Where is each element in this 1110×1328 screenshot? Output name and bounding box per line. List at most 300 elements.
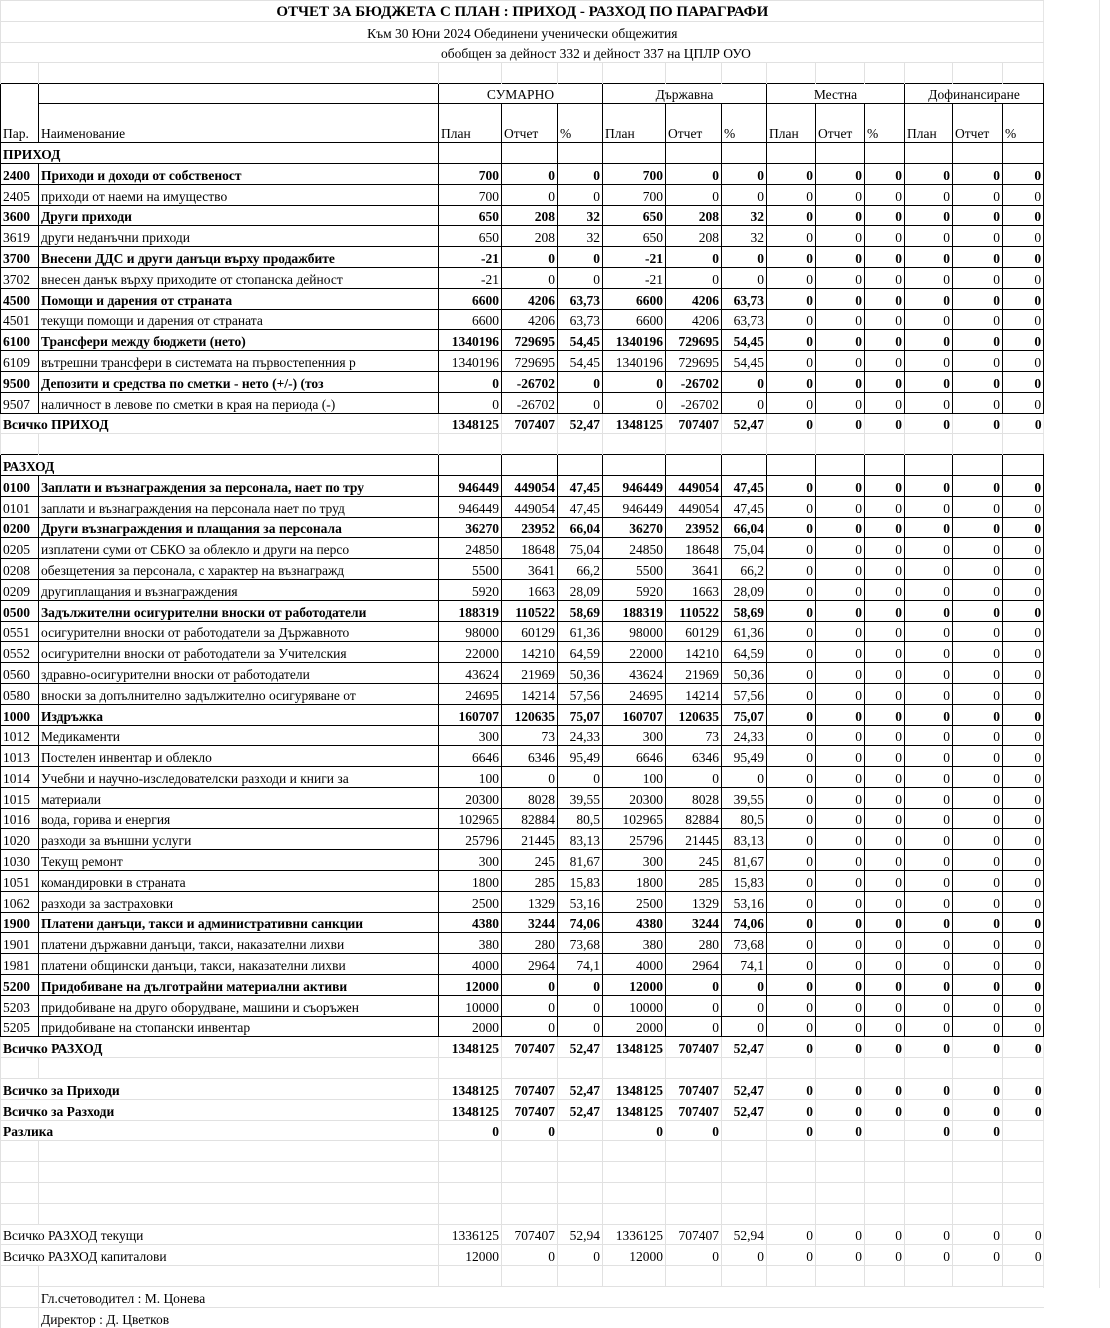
value-cell: 0 <box>1003 496 1044 517</box>
table-row <box>1 933 1044 954</box>
section-income-row <box>1 143 1044 164</box>
value-cell: 74,1 <box>558 954 603 975</box>
value-cell: -21 <box>439 267 502 288</box>
value-cell: 0 <box>905 871 953 892</box>
table-row <box>1 351 1044 372</box>
value-cell: 0 <box>816 517 865 538</box>
value-cell: 729695 <box>666 351 722 372</box>
cell <box>1003 143 1044 164</box>
value-cell: 0 <box>865 954 905 975</box>
cell <box>603 63 666 84</box>
total-value: 1348125 <box>439 1099 502 1120</box>
table-row <box>1 975 1044 996</box>
paragraph-code: 2400 <box>1 163 39 184</box>
cell <box>1003 1183 1044 1204</box>
table-row <box>1 247 1044 268</box>
cell <box>603 455 666 476</box>
value-cell: 0 <box>767 829 816 850</box>
cell <box>953 434 1003 455</box>
value-cell: 20300 <box>439 787 502 808</box>
value-cell: 0 <box>953 163 1003 184</box>
value-cell: 0 <box>1003 891 1044 912</box>
value-cell: 0 <box>865 371 905 392</box>
value-cell: 80,5 <box>558 808 603 829</box>
value-cell: 0 <box>865 767 905 788</box>
cell <box>767 1183 816 1204</box>
cell <box>558 1162 603 1183</box>
value-cell: 0 <box>905 704 953 725</box>
table-row <box>1 392 1044 413</box>
value-cell: 0 <box>767 579 816 600</box>
cell <box>502 143 558 164</box>
total-value: 0 <box>953 1245 1003 1266</box>
value-cell: 50,36 <box>722 663 767 684</box>
value-cell: 285 <box>502 871 558 892</box>
cell <box>666 1203 722 1224</box>
value-cell: 0 <box>953 205 1003 226</box>
table-row <box>1 475 1044 496</box>
value-cell: 0 <box>1003 247 1044 268</box>
value-cell: 0 <box>722 767 767 788</box>
cell <box>816 1203 865 1224</box>
value-cell: 0 <box>865 330 905 351</box>
column-header: Отчет <box>502 104 558 143</box>
section-income: ПРИХОД <box>1 143 439 164</box>
total-value: 0 <box>953 1120 1003 1141</box>
value-cell: 74,06 <box>722 912 767 933</box>
cell <box>558 1141 603 1162</box>
value-cell: 0 <box>767 891 816 912</box>
total-value: 0 <box>666 1120 722 1141</box>
value-cell: 21445 <box>502 829 558 850</box>
value-cell: 0 <box>953 829 1003 850</box>
value-cell: 0 <box>905 995 953 1016</box>
cell <box>953 455 1003 476</box>
paragraph-code: 4500 <box>1 288 39 309</box>
report-subtitle-2-row <box>1 42 1044 63</box>
cell <box>767 1203 816 1224</box>
value-cell: 0 <box>865 746 905 767</box>
value-cell: 0 <box>953 850 1003 871</box>
total-value: 0 <box>558 1245 603 1266</box>
value-cell: 0 <box>1003 954 1044 975</box>
cell <box>816 1162 865 1183</box>
value-cell: 60129 <box>666 621 722 642</box>
cell <box>439 455 502 476</box>
cell <box>666 1141 722 1162</box>
value-cell: 21969 <box>502 663 558 684</box>
total-value: 1336125 <box>603 1224 666 1245</box>
value-cell: 0 <box>502 267 558 288</box>
total-value: 0 <box>865 1079 905 1100</box>
column-header: % <box>722 104 767 143</box>
cell <box>905 1203 953 1224</box>
value-cell: 0 <box>767 600 816 621</box>
table-row <box>1 496 1044 517</box>
value-cell: 0 <box>1003 663 1044 684</box>
table-row <box>1 163 1044 184</box>
value-cell: 0 <box>865 725 905 746</box>
value-cell: 0 <box>816 642 865 663</box>
value-cell: 0 <box>953 351 1003 372</box>
value-cell: 1329 <box>502 891 558 912</box>
cell <box>722 1183 767 1204</box>
value-cell: 0 <box>905 267 953 288</box>
total-value: 0 <box>1003 1099 1044 1120</box>
item-name: Приходи и доходи от собственост <box>39 163 439 184</box>
value-cell: 0 <box>865 579 905 600</box>
value-cell: 32 <box>722 205 767 226</box>
value-cell: 4380 <box>439 912 502 933</box>
total-value: 0 <box>767 1120 816 1141</box>
value-cell: 28,09 <box>722 579 767 600</box>
value-cell: 0 <box>953 975 1003 996</box>
value-cell: 14214 <box>666 683 722 704</box>
total-value: 707407 <box>666 413 722 434</box>
value-cell: 0 <box>865 205 905 226</box>
value-cell: 0 <box>1003 309 1044 330</box>
value-cell: 0 <box>953 642 1003 663</box>
value-cell: 0 <box>905 850 953 871</box>
value-cell: 700 <box>603 163 666 184</box>
value-cell: 0 <box>865 829 905 850</box>
total-value: 52,47 <box>558 413 603 434</box>
value-cell: 0 <box>767 517 816 538</box>
value-cell: 0 <box>767 975 816 996</box>
total-label: Всичко РАЗХОД <box>1 1037 439 1058</box>
table-row <box>1 309 1044 330</box>
value-cell: 0 <box>1003 871 1044 892</box>
value-cell: 0 <box>767 704 816 725</box>
value-cell: 6600 <box>439 288 502 309</box>
cell <box>1 1266 39 1287</box>
item-name: Други приходи <box>39 205 439 226</box>
value-cell: 0 <box>767 683 816 704</box>
cell <box>722 63 767 84</box>
cell <box>722 455 767 476</box>
value-cell: 0 <box>666 1016 722 1037</box>
value-cell: 0 <box>1003 975 1044 996</box>
value-cell: 24,33 <box>722 725 767 746</box>
value-cell: 0 <box>722 184 767 205</box>
value-cell: 0 <box>816 330 865 351</box>
value-cell: 6346 <box>666 746 722 767</box>
value-cell: 0 <box>953 954 1003 975</box>
item-name: вноски за допълнително задължително осигуряване от <box>39 683 439 704</box>
cell <box>439 63 502 84</box>
cell <box>666 1266 722 1287</box>
column-header: Наименование <box>39 104 439 143</box>
item-name: командировки в страната <box>39 871 439 892</box>
cell <box>502 1183 558 1204</box>
value-cell: 188319 <box>439 600 502 621</box>
cell <box>1003 1203 1044 1224</box>
total-value: 0 <box>502 1245 558 1266</box>
value-cell: 100 <box>439 767 502 788</box>
item-name: Други възнаграждения и плащания за персонала <box>39 517 439 538</box>
value-cell: 0 <box>865 226 905 247</box>
value-cell: 0 <box>865 538 905 559</box>
cell <box>502 1203 558 1224</box>
value-cell: 1663 <box>502 579 558 600</box>
item-name: вътрешни трансфери в системата на първостепенния р <box>39 351 439 372</box>
total-value: 0 <box>816 1037 865 1058</box>
value-cell: 1800 <box>603 871 666 892</box>
value-cell: -26702 <box>666 371 722 392</box>
total-value: 707407 <box>666 1079 722 1100</box>
value-cell: 0 <box>865 663 905 684</box>
total-value: 707407 <box>666 1224 722 1245</box>
value-cell: 245 <box>666 850 722 871</box>
value-cell: 0 <box>816 891 865 912</box>
paragraph-code: 1901 <box>1 933 39 954</box>
cell <box>767 143 816 164</box>
table-row <box>1 746 1044 767</box>
total-value: 0 <box>953 413 1003 434</box>
value-cell: 61,36 <box>722 621 767 642</box>
value-cell: 0 <box>905 496 953 517</box>
value-cell: 2500 <box>439 891 502 912</box>
value-cell: 0 <box>816 787 865 808</box>
value-cell: 0 <box>953 621 1003 642</box>
item-name: наличност в левове по сметки в края на периода (-) <box>39 392 439 413</box>
total-label: Всичко РАЗХОД текущи <box>1 1224 439 1245</box>
value-cell: 0 <box>905 517 953 538</box>
total-value: 52,47 <box>722 1037 767 1058</box>
total-value <box>865 1120 905 1141</box>
value-cell: 66,2 <box>558 559 603 580</box>
item-name: осигурителни вноски от работодатели за Държавното <box>39 621 439 642</box>
value-cell: 0 <box>816 746 865 767</box>
value-cell: 0 <box>865 184 905 205</box>
value-cell: 0 <box>767 933 816 954</box>
value-cell: 0 <box>1003 351 1044 372</box>
table-row <box>1 912 1044 933</box>
total-row <box>1 1079 1044 1100</box>
value-cell: 47,45 <box>722 496 767 517</box>
value-cell: 0 <box>905 683 953 704</box>
value-cell: 0 <box>953 663 1003 684</box>
value-cell: 0 <box>1003 288 1044 309</box>
cell <box>722 434 767 455</box>
signature: Гл.счетоводител : М. Цонева <box>39 1287 1044 1308</box>
paragraph-code: 0209 <box>1 579 39 600</box>
value-cell: 0 <box>953 787 1003 808</box>
value-cell: 0 <box>953 1016 1003 1037</box>
section-expense-row <box>1 455 1044 476</box>
cell <box>502 455 558 476</box>
value-cell: 0 <box>905 330 953 351</box>
value-cell: 0 <box>502 184 558 205</box>
value-cell: 0 <box>502 163 558 184</box>
value-cell: 12000 <box>439 975 502 996</box>
value-cell: 0 <box>816 704 865 725</box>
paragraph-code: 5200 <box>1 975 39 996</box>
value-cell: 0 <box>1003 995 1044 1016</box>
item-name: Задължителни осигурителни вноски от работодатели <box>39 600 439 621</box>
paragraph-code: 3700 <box>1 247 39 268</box>
value-cell: 449054 <box>502 496 558 517</box>
value-cell: 0 <box>767 330 816 351</box>
value-cell: 0 <box>767 787 816 808</box>
value-cell: 0 <box>1003 725 1044 746</box>
value-cell: 0 <box>816 205 865 226</box>
cell <box>905 1162 953 1183</box>
total-label: Всичко за Приходи <box>1 1079 439 1100</box>
value-cell: 0 <box>905 933 953 954</box>
item-name: другиплащания и възнаграждения <box>39 579 439 600</box>
cell <box>558 455 603 476</box>
item-name: Депозити и средства по сметки - нето (+/-) (тоз <box>39 371 439 392</box>
cell <box>439 1183 502 1204</box>
total-value: 0 <box>905 413 953 434</box>
value-cell: 0 <box>953 392 1003 413</box>
value-cell: 0 <box>865 247 905 268</box>
value-cell: 0 <box>1003 559 1044 580</box>
value-cell: 12000 <box>603 975 666 996</box>
empty-row <box>1 63 1044 84</box>
value-cell: 0 <box>666 267 722 288</box>
cell <box>558 143 603 164</box>
value-cell: 6646 <box>603 746 666 767</box>
cell <box>666 143 722 164</box>
value-cell: 32 <box>558 205 603 226</box>
table-row <box>1 787 1044 808</box>
cell <box>905 434 953 455</box>
value-cell: 0 <box>666 184 722 205</box>
value-cell: 0 <box>905 912 953 933</box>
item-name: Текущ ремонт <box>39 850 439 871</box>
value-cell: 36270 <box>439 517 502 538</box>
cell <box>39 84 439 104</box>
paragraph-code: 4501 <box>1 309 39 330</box>
paragraph-code: 9500 <box>1 371 39 392</box>
cell <box>953 1141 1003 1162</box>
table-row <box>1 663 1044 684</box>
value-cell: 0 <box>1003 579 1044 600</box>
total-label: Всичко ПРИХОД <box>1 413 439 434</box>
value-cell: 83,13 <box>558 829 603 850</box>
value-cell: 700 <box>603 184 666 205</box>
cell <box>558 63 603 84</box>
cell <box>603 1058 666 1079</box>
value-cell: 25796 <box>603 829 666 850</box>
value-cell: 0 <box>767 371 816 392</box>
item-name: Учебни и научно-изследователски разходи и книги за <box>39 767 439 788</box>
cell <box>767 455 816 476</box>
paragraph-code: 0552 <box>1 642 39 663</box>
value-cell: 0 <box>767 288 816 309</box>
value-cell: 66,04 <box>558 517 603 538</box>
value-cell: 8028 <box>666 787 722 808</box>
value-cell: 0 <box>767 247 816 268</box>
value-cell: 300 <box>603 725 666 746</box>
cell <box>666 63 722 84</box>
value-cell: 0 <box>816 496 865 517</box>
cell <box>39 1203 439 1224</box>
total-value: 0 <box>905 1224 953 1245</box>
cell <box>865 1162 905 1183</box>
value-cell: 0 <box>816 829 865 850</box>
value-cell: 6600 <box>603 309 666 330</box>
cell <box>865 1203 905 1224</box>
item-name: Издръжка <box>39 704 439 725</box>
value-cell: 0 <box>953 725 1003 746</box>
value-cell: 4206 <box>502 309 558 330</box>
value-cell: 0 <box>816 247 865 268</box>
value-cell: 0 <box>865 309 905 330</box>
cell <box>953 1266 1003 1287</box>
value-cell: 650 <box>439 226 502 247</box>
value-cell: 0 <box>1003 517 1044 538</box>
paragraph-code: 1062 <box>1 891 39 912</box>
value-cell: 0 <box>1003 267 1044 288</box>
value-cell: 0 <box>558 995 603 1016</box>
value-cell: 0 <box>502 975 558 996</box>
cell <box>1003 1058 1044 1079</box>
value-cell: 98000 <box>439 621 502 642</box>
cell <box>666 434 722 455</box>
cell <box>39 1162 439 1183</box>
value-cell: 0 <box>558 392 603 413</box>
value-cell: 15,83 <box>722 871 767 892</box>
value-cell: 63,73 <box>722 288 767 309</box>
total-value: 52,47 <box>722 1079 767 1100</box>
value-cell: 729695 <box>666 330 722 351</box>
item-name: платени държавни данъци, такси, наказателни лихви <box>39 933 439 954</box>
cell <box>666 1162 722 1183</box>
cell <box>439 1203 502 1224</box>
cell <box>502 1141 558 1162</box>
total-value: 707407 <box>502 413 558 434</box>
cell <box>905 143 953 164</box>
cell <box>767 434 816 455</box>
value-cell: 0 <box>816 288 865 309</box>
cell <box>603 1183 666 1204</box>
value-cell: 208 <box>666 226 722 247</box>
value-cell: 0 <box>603 392 666 413</box>
cell <box>603 434 666 455</box>
value-cell: 0 <box>767 392 816 413</box>
value-cell: 102965 <box>603 808 666 829</box>
value-cell: 0 <box>767 538 816 559</box>
value-cell: 0 <box>1003 538 1044 559</box>
paragraph-code: 1016 <box>1 808 39 829</box>
value-cell: 208 <box>502 226 558 247</box>
value-cell: 80,5 <box>722 808 767 829</box>
total-value: 52,94 <box>722 1224 767 1245</box>
value-cell: 18648 <box>502 538 558 559</box>
item-name: Трансфери между бюджети (нето) <box>39 330 439 351</box>
value-cell: 0 <box>767 767 816 788</box>
cell <box>1003 455 1044 476</box>
item-name: здравно-осигурителни вноски от работодатели <box>39 663 439 684</box>
value-cell: 0 <box>1003 163 1044 184</box>
value-cell: 0 <box>816 808 865 829</box>
value-cell: 25796 <box>439 829 502 850</box>
cell <box>1003 1266 1044 1287</box>
value-cell: 0 <box>953 871 1003 892</box>
paragraph-code: 0200 <box>1 517 39 538</box>
value-cell: 0 <box>767 163 816 184</box>
column-header: План <box>603 104 666 143</box>
signature-row <box>1 1307 1044 1327</box>
cell <box>439 1162 502 1183</box>
value-cell: 2000 <box>439 1016 502 1037</box>
cell <box>603 1203 666 1224</box>
value-cell: 82884 <box>502 808 558 829</box>
value-cell: 0 <box>865 288 905 309</box>
